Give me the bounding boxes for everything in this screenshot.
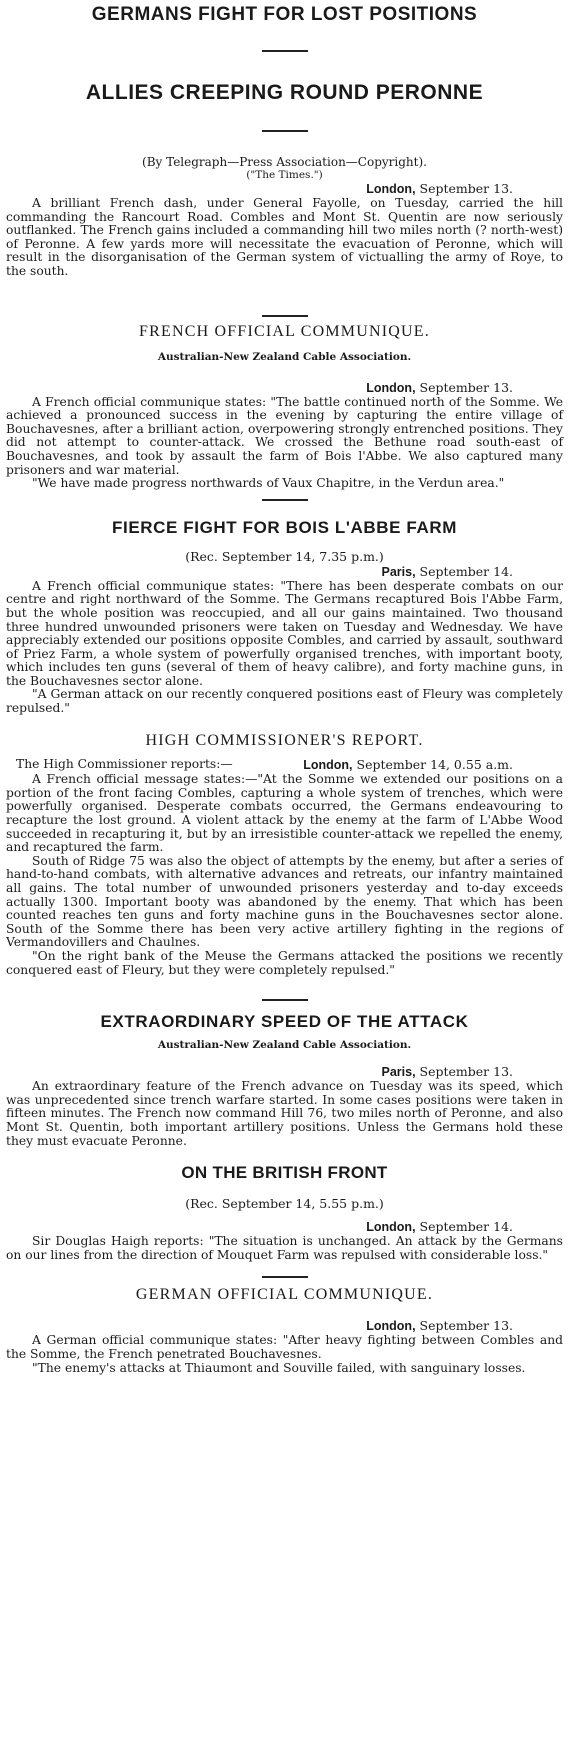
dateline [6,1318,563,1334]
article-paragraph: "A German attack on our recently conquered positions east of Fleury was completely repulsed." [6,687,563,716]
dateline-date: September 13. [419,1318,513,1334]
dateline-date: September 13. [419,1064,513,1080]
article-british-front [6,1162,563,1262]
dateline [6,1219,563,1235]
dateline-city: London, [303,758,353,773]
main-headline: GERMANS FIGHT FOR LOST POSITIONS [91,4,478,25]
dateline-city: Paris, [381,1065,416,1080]
dateline-date: September 13. [419,379,513,395]
sub-headline: ALLIES CREEPING ROUND PERONNE [85,81,484,104]
intro-line: The High Commissioner reports:— [16,756,233,771]
divider-rule [262,130,308,132]
article-speed-of-attack [6,1011,563,1148]
cable-credit: Australian-New Zealand Cable Association. [157,1039,412,1052]
dateline-city: London, [366,182,416,196]
article-paragraph: A French official message states:—"At the Somme we extended our positions on a portion of the front facing Combles, capturing a whole system of trenches, which were powerfully organised. Desperate combats occurred, the Germans endeavouring to recapture the lost ground. A violent attack by the enemy at the farm of L'Abbe Wood succeeded in recapturing it, but by an irresistible counter-attack we repelled the enemy, and recaptured the farm. [6,772,563,855]
article-paragraph: A French official communique states: "The battle continued north of the Somme. We achieved a pronounced success in the evening by capturing the entire village of Bouchavesnes, after a brilliant action, overpowering strongly entrenched positions. They did not attempt to counter-attack. We crossed the Bethune road south-east of Bouchavesnes, and took by assault the farm of Bois l'Abbe. We also captured many prisoners and war material. [6,394,563,477]
article-paragraph: "The enemy's attacks at Thiaumont and Souville failed, with sanguinary losses. [32,1360,526,1375]
dateline-date: September 14. [419,1219,513,1235]
dateline [6,380,563,396]
section-headline: FRENCH OFFICIAL COMMUNIQUE. [139,322,430,340]
section-headline: EXTRAORDINARY SPEED OF THE ATTACK [100,1012,469,1032]
dateline-city: London, [366,1319,416,1334]
article-high-commissioner [6,730,563,978]
article-paragraph: "We have made progress northwards of Vaux Chapitre, in the Verdun area." [32,476,505,491]
section-headline: ON THE BRITISH FRONT [181,1163,388,1183]
article-french-communique [6,321,563,491]
article-paragraph: Sir Douglas Haigh reports: "The situation is unchanged. An attack by the Germans on our lines from the direction of Mouquet Farm was repulsed with considerable loss." [6,1234,563,1262]
article-paragraph: A brilliant French dash, under General Fayolle, on Tuesday, carried the hill commanding the Rancourt Road. Combles and Mont St. Quentin are now seriously outflanked. The French gains included a commanding hill two miles north (? north-west) of Peronne. A few yards more will necessitate the evacuation of Peronne, which will result in the disorganisation of the German system of victualling the army of Roye, to the south. [6,196,563,278]
divider-rule [262,315,308,317]
section-headline: HIGH COMMISSIONER'S REPORT. [145,731,424,749]
article-paragraph: "On the right bank of the Meuse the Germans attacked the positions we recently conquered east of Fleury, but they were completely repulsed." [6,948,563,977]
cable-credit: Australian-New Zealand Cable Association. [157,350,412,363]
divider-rule [262,499,308,501]
received-note: (Rec. September 14, 7.35 p.m.) [185,548,384,564]
dateline [6,181,563,197]
divider-rule [262,999,308,1001]
article-peronne [6,0,563,279]
article-paragraph: A German official communique states: "After heavy fighting between Combles and the Somme, the French penetrated Bouchavesnes. [6,1333,563,1361]
press-credit: (By Telegraph—Press Association—Copyright). [142,155,427,169]
dateline-city: Paris, [381,564,416,579]
section-headline: FIERCE FIGHT FOR BOIS L'ABBE FARM [112,517,457,537]
article-paragraph: South of Ridge 75 was also the object of attempts by the enemy, but after a series of hand-to-hand combats, with alternative advances and retreats, our infantry maintained all gains. The total number of unwounded prisoners yesterday and to-day exceeds actually 1300. Important booty was abandoned by the enemy. That which has been counted reaches ten guns and forty machine guns in the Bouchavesnes sector alone. South of the Somme there has been very active artillery fighting in the regions of Vermandovillers and Chaulnes. [6,853,563,950]
dateline-date: September 13. [419,181,513,196]
dateline-date: September 14. [419,563,513,579]
dateline-city: London, [366,380,416,395]
section-headline: GERMAN OFFICIAL COMMUNIQUE. [135,1286,434,1304]
source-credit: ("The Times.") [246,169,323,181]
divider-rule [262,50,308,52]
article-bois-labbe [6,517,563,716]
dateline [6,1064,563,1080]
article-german-communique [6,1284,563,1375]
divider-rule [262,1276,308,1278]
received-note: (Rec. September 14, 5.55 p.m.) [185,1196,384,1212]
article-paragraph: An extraordinary feature of the French advance on Tuesday was its speed, which was unprecedented since trench warfare started. In some cases positions were taken in fifteen minutes. The French now command Hill 76, two miles north of Peronne, and also Mont St. Quentin, both important artillery positions. Unless the Germans hold these they must evacuate Peronne. [6,1079,563,1148]
dateline-city: London, [366,1220,416,1235]
dateline [6,564,563,580]
article-paragraph: A French official communique states: "There has been desperate combats on our centre and right northward of the Somme. The Germans recaptured Bois l'Abbe Farm, but the whole position was reoccupied, and all our gains maintained. Two thousand three hundred unwounded prisoners were taken on Tuesday and Wednesday. We have appreciably extended our positions opposite Combles, and carried by assault, southward of Priez Farm, a whole system of powerfully organised trenches, with important booty, which includes ten guns (several of them of heavy calibre), and forty machine guns, in the Bouchavesnes sector alone. [6,578,563,688]
dateline-date: September 14, 0.55 a.m. [356,757,513,773]
